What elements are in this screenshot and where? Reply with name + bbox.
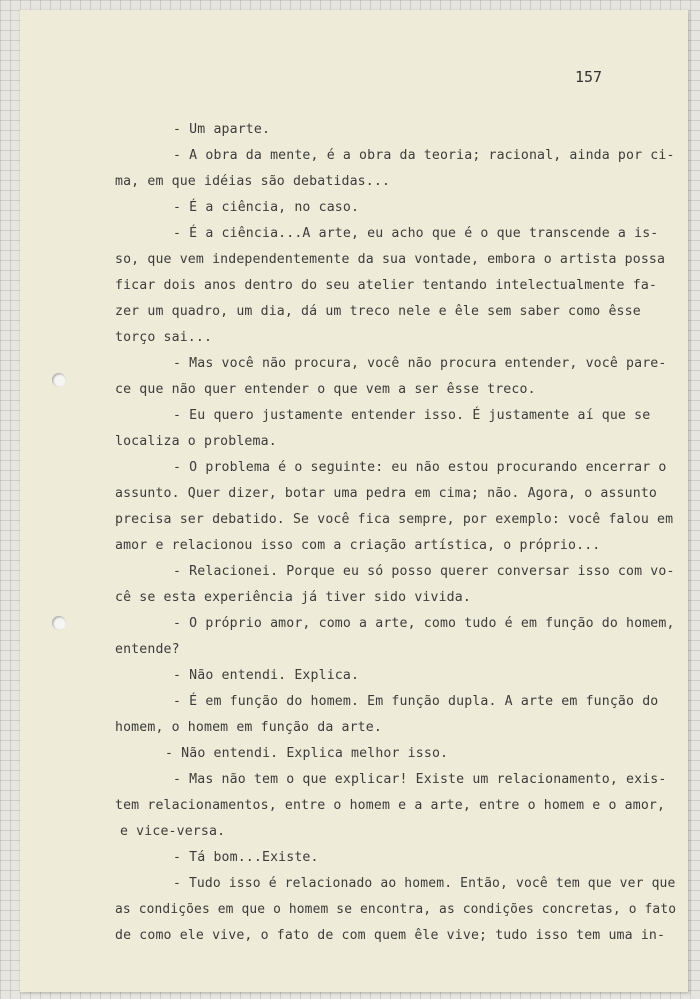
- text-line: - Mas você não procura, você não procura entender, você pare-: [173, 356, 667, 371]
- text-line: - O problema é o seguinte: eu não estou procurando encerrar o: [173, 460, 667, 475]
- text-line: precisa ser debatido. Se você fica sempre, por exemplo: você falou em: [115, 512, 674, 527]
- text-line: - Tá bom...Existe.: [173, 850, 319, 865]
- text-line: so, que vem independentemente da sua vontade, embora o artista possa: [115, 252, 666, 267]
- text-line: as condições em que o homem se encontra, as condições concretas, o fato: [115, 902, 677, 917]
- text-line: assunto. Quer dizer, botar uma pedra em cima; não. Agora, o assunto: [115, 486, 657, 501]
- text-line: amor e relacionou isso com a criação artística, o próprio...: [115, 538, 601, 553]
- text-line: entende?: [115, 642, 180, 657]
- text-line: ce que não quer entender o que vem a ser êsse treco.: [115, 382, 536, 397]
- text-line: - Um aparte.: [173, 122, 271, 137]
- text-line: zer um quadro, um dia, dá um treco nele e êle sem saber como êsse: [115, 304, 641, 319]
- text-line: ficar dois anos dentro do seu atelier tentando intelectualmente fa-: [115, 278, 657, 293]
- text-line: - Relacionei. Porque eu só posso querer conversar isso com vo-: [173, 564, 675, 579]
- text-line: ma, em que idéias são debatidas...: [115, 174, 391, 189]
- text-line: - Não entendi. Explica melhor isso.: [165, 746, 449, 761]
- text-line: - Tudo isso é relacionado ao homem. Então, você tem que ver que: [173, 876, 676, 891]
- transcript-text: [20, 10, 688, 943]
- text-line: - É em função do homem. Em função dupla. A arte em função do: [173, 694, 659, 709]
- text-line: - A obra da mente, é a obra da teoria; racional, ainda por ci-: [173, 148, 675, 163]
- typewritten-page: [20, 10, 688, 992]
- text-line: torço sai...: [115, 330, 213, 345]
- text-line: - Mas não tem o que explicar! Existe um relacionamento, exis-: [173, 772, 667, 787]
- page-number: 157: [575, 68, 603, 86]
- text-line: tem relacionamentos, entre o homem e a arte, entre o homem e o amor,: [115, 798, 666, 813]
- text-line: - O próprio amor, como a arte, como tudo é em função do homem,: [173, 616, 675, 631]
- text-line: homem, o homem em função da arte.: [115, 720, 382, 735]
- text-line: - Não entendi. Explica.: [173, 668, 360, 683]
- punch-hole: [52, 616, 66, 630]
- text-line: de como ele vive, o fato de com quem êle vive; tudo isso tem uma in-: [115, 928, 666, 943]
- text-line: cê se esta experiência já tiver sido vivida.: [115, 590, 471, 605]
- text-line: - É a ciência...A arte, eu acho que é o que transcende a is-: [173, 226, 659, 241]
- text-line: localiza o problema.: [115, 434, 277, 449]
- text-line: - É a ciência, no caso.: [173, 200, 360, 215]
- text-line: e vice-versa.: [120, 824, 226, 839]
- text-line: - Eu quero justamente entender isso. É justamente aí que se: [173, 408, 651, 423]
